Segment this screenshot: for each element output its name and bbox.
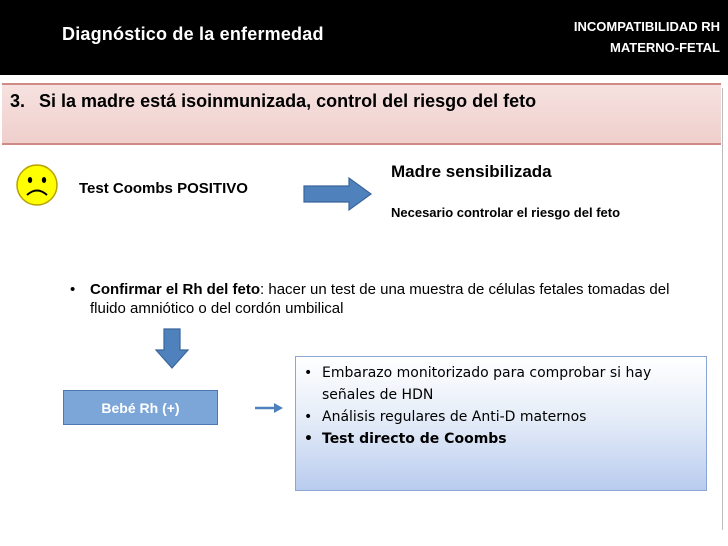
arrow-down-icon — [154, 328, 190, 370]
slide-title: Diagnóstico de la enfermedad — [62, 24, 324, 44]
section-heading — [10, 91, 536, 112]
sad-face-icon — [14, 162, 60, 208]
confirm-strong: Confirmar el Rh del feto — [90, 281, 261, 298]
info-item: • Embarazo monitorizado para comprobar si hay señales de HDN — [304, 365, 652, 403]
confirm-text — [90, 280, 670, 318]
confirm-rest: : hacer un test de una muestra de células fetales tomadas del fluido amniótico o del cordón umbilical — [90, 281, 670, 317]
bullet-marker: • — [70, 281, 76, 298]
info-item: • Análisis regulares de Anti-D maternos — [304, 409, 587, 425]
section-heading-text: Si la madre está isoinmunizada, control del riesgo del feto — [39, 91, 537, 111]
info-item: • Test directo de Coombs — [304, 431, 507, 447]
result-note: Necesario controlar el riesgo del feto — [391, 205, 621, 220]
baby-rh-box: Bebé Rh (+) — [63, 390, 218, 425]
section-number: 3. — [10, 91, 26, 111]
arrow-right-icon — [303, 176, 373, 212]
monitoring-info-box — [295, 356, 707, 491]
topic-line-1: INCOMPATIBILIDAD RH — [573, 19, 720, 34]
result-title: Madre sensibilizada — [391, 162, 552, 181]
divider — [722, 88, 723, 530]
coombs-test-label: Test Coombs POSITIVO — [79, 180, 248, 197]
confirm-bullet — [70, 280, 670, 318]
topic-label — [574, 16, 720, 58]
topic-line-2: MATERNO-FETAL — [610, 40, 720, 55]
arrow-right-icon — [254, 400, 284, 416]
